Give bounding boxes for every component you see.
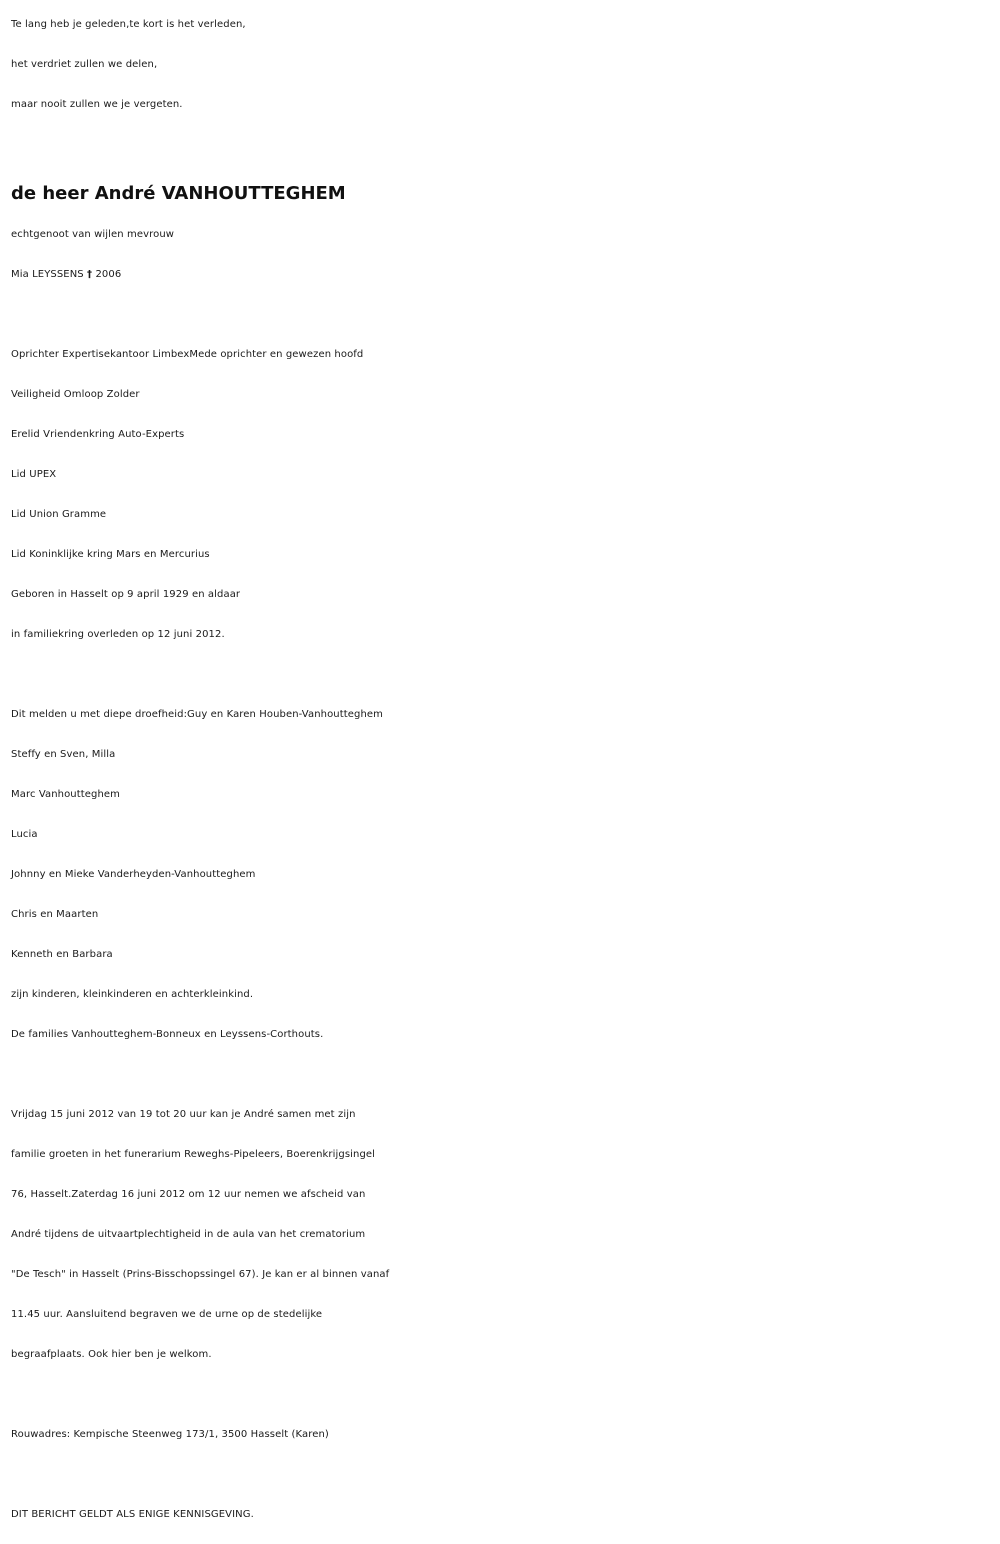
service-line: Vrijdag 15 juni 2012 van 19 tot 20 uur kan je André samen met zijn — [11, 1109, 356, 1120]
notice-statement: DIT BERICHT GELDT ALS ENIGE KENNISGEVING. — [11, 1509, 254, 1520]
spouse-name: Mia LEYSSENS — [11, 269, 84, 280]
bio-line: Lid Koninklijke kring Mars en Mercurius — [11, 549, 210, 560]
bio-line: Erelid Vriendenkring Auto-Experts — [11, 429, 185, 440]
poem-line: maar nooit zullen we je vergeten. — [11, 99, 183, 110]
bio-line: Geboren in Hasselt op 9 april 1929 en aldaar — [11, 589, 241, 600]
family-line: Johnny en Mieke Vanderheyden-Vanhoutteghem — [11, 869, 256, 880]
service-line: familie groeten in het funerarium Reweghs-Pipeleers, Boerenkrijgsingel — [11, 1149, 376, 1160]
spacer — [11, 1055, 996, 1095]
family-line: Kenneth en Barbara — [11, 949, 113, 960]
family-line: De families Vanhoutteghem-Bonneux en Leyssens-Corthouts. — [11, 1029, 324, 1040]
bio-line: Veiligheid Omloop Zolder — [11, 389, 140, 400]
spouse-death-year: 2006 — [95, 269, 122, 280]
deceased-name: de heer André VANHOUTTEGHEM — [11, 183, 346, 204]
mourning-address: Rouwadres: Kempische Steenweg 173/1, 3500 Hasselt (Karen) — [11, 1429, 329, 1440]
family-line: Steffy en Sven, Milla — [11, 749, 116, 760]
biography — [11, 335, 996, 655]
service-line: André tijdens de uitvaartplechtigheid in de aula van het crematorium — [11, 1229, 366, 1240]
service-line: "De Tesch" in Hasselt (Prins-Bisschopssingel 67). Je kan er al binnen vanaf — [11, 1269, 390, 1280]
family-line: Chris en Maarten — [11, 909, 99, 920]
poem — [11, 5, 996, 125]
bio-line: Oprichter Expertisekantoor LimbexMede oprichter en gewezen hoofd — [11, 349, 364, 360]
family-list — [11, 695, 996, 1055]
obituary-notice — [11, 5, 996, 1535]
service-details — [11, 1095, 996, 1375]
service-line: 76, Hasselt.Zaterdag 16 juni 2012 om 12 uur nemen we afscheid van — [11, 1189, 366, 1200]
service-line: 11.45 uur. Aansluitend begraven we de urne op de stedelijke — [11, 1309, 323, 1320]
spacer — [11, 295, 996, 335]
family-line: Lucia — [11, 829, 38, 840]
spacer — [11, 125, 996, 173]
spacer — [11, 655, 996, 695]
cross-icon: † — [87, 269, 93, 280]
family-line: Marc Vanhoutteghem — [11, 789, 121, 800]
bio-line: Lid Union Gramme — [11, 509, 107, 520]
spouse-name-line — [11, 255, 996, 295]
family-line: zijn kinderen, kleinkinderen en achterkleinkind. — [11, 989, 254, 1000]
poem-line: het verdriet zullen we delen, — [11, 59, 158, 70]
spouse-line: echtgenoot van wijlen mevrouw — [11, 229, 175, 240]
spacer — [11, 1375, 996, 1415]
service-line: begraafplaats. Ook hier ben je welkom. — [11, 1349, 212, 1360]
bio-line: in familiekring overleden op 12 juni 2012. — [11, 629, 225, 640]
bio-line: Lid UPEX — [11, 469, 57, 480]
family-line: Dit melden u met diepe droefheid:Guy en Karen Houben-Vanhoutteghem — [11, 709, 384, 720]
poem-line: Te lang heb je geleden,te kort is het verleden, — [11, 19, 246, 30]
spacer — [11, 1455, 996, 1495]
